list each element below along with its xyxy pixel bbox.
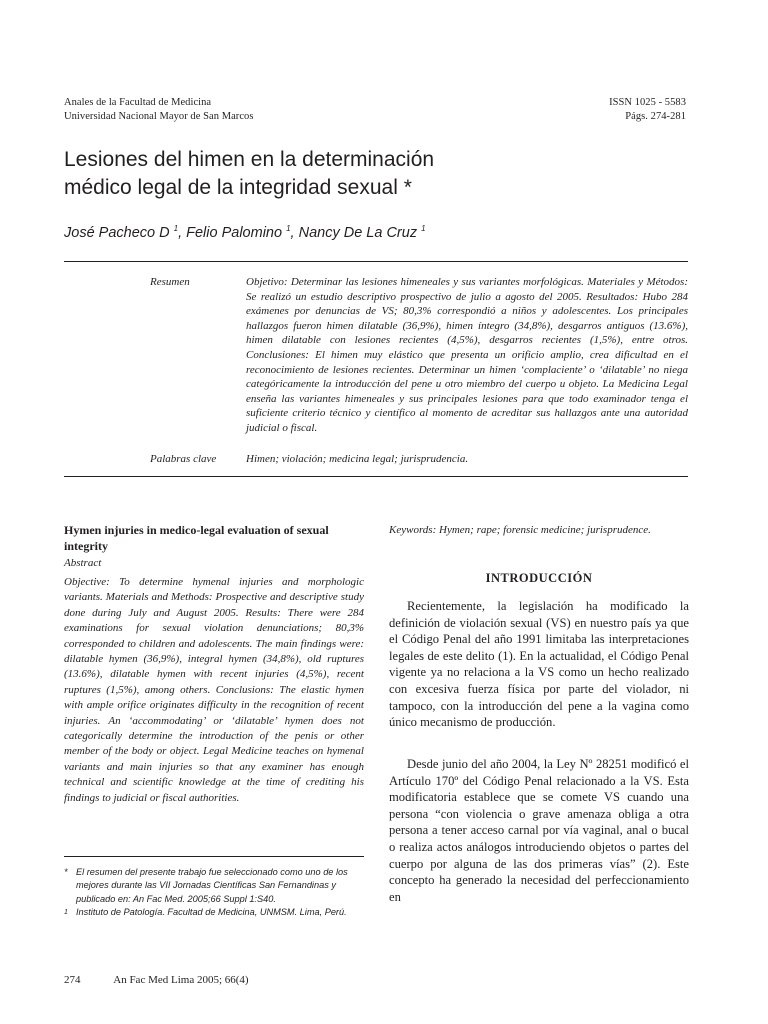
abstract-top-rule xyxy=(64,261,688,262)
affiliation-mark: 1 xyxy=(173,224,179,233)
author-3: Nancy De La Cruz xyxy=(298,224,418,241)
affiliation-mark: 1 xyxy=(421,224,426,233)
footnote-mark: 1 xyxy=(64,908,68,916)
journal-name: Anales de la Facultad de Medicina xyxy=(64,97,212,108)
affiliation-mark: 1 xyxy=(286,224,291,233)
footnote-item xyxy=(64,866,364,906)
journal-citation: An Fac Med Lima 2005; 66(4) xyxy=(113,974,249,986)
issn-block xyxy=(609,96,686,124)
author-list xyxy=(64,224,426,241)
abstract-label: Abstract xyxy=(64,557,102,569)
resumen-label: Resumen xyxy=(150,276,190,288)
paragraph-text: Desde junio del año 2004, la Ley Nº 28251 modificó el Artículo 170º del Código Penal relacionado a la VS. Esta modificatoria establece que se comete VS cuando una persona “con violencia o grave amenaza obliga a otra persona a tener acceso carnal por vía vaginal, anal o bucal o realiza actos análogos introduciendo objetos o partes del cuerpo por alguna de las dos primeras vías” (2). Este concepto ha generado la necesidad del perfeccionamiento en xyxy=(389,757,689,904)
footnote-mark: * xyxy=(64,867,68,877)
page-footer xyxy=(64,974,249,986)
keywords-text: Himen; violación; medicina legal; jurisprudencia. xyxy=(246,453,469,465)
body-paragraph-2 xyxy=(389,756,689,905)
title-line-2: médico legal de la integridad sexual * xyxy=(64,176,412,199)
issn: ISSN 1025 - 5583 xyxy=(609,97,686,108)
resumen-text: Objetivo: Determinar las lesiones himeneales y sus variantes morfológicas. Materiales y Métodos: Se realizó un estudio descriptivo prospectivo de julio a agosto del 2005. Resultados: Hubo 284 exámenes por denuncias de VS; 80,3% correspondió a niños y adolescentes. Los principales hallazgos fueron himen dilatable (36,9%), himen íntegro (34,8%), desgarros antiguos (13.6%), himen dilatable con lesiones recientes (4,5%), desgarros recientes (1,5%), entre otros. Conclusiones: El himen muy elástico que presenta un orificio amplio, crea dificultad en el reconocimiento de lesiones recientes. Determinar un himen ‘complaciente’ o ‘dilatable’ no niega categóricamente la introducción del pene u otro miembro del cuerpo u objeto. La Medicina Legal enseña las variantes himeneales y sus principales lesiones para que todo examinador tenga el suficiente criterio técnico y científico al momento de acreditar sus hallazgos ante una autoridad judicial o fiscal. xyxy=(246,276,688,434)
footnote-rule xyxy=(64,856,364,857)
journal-header xyxy=(64,96,254,124)
article-title xyxy=(64,146,704,202)
page-range: Págs. 274-281 xyxy=(625,111,686,122)
footnote-text: El resumen del presente trabajo fue seleccionado como uno de los mejores durante las VII Jornadas Científicas San Fernandinas y publicado en: An Fac Med. 2005;66 Suppl 1:S40. xyxy=(76,867,348,904)
title-line-1: Lesiones del himen en la determinación xyxy=(64,148,435,171)
footnotes xyxy=(64,866,364,919)
english-keywords: Keywords: Hymen; rape; forensic medicine; jurisprudence. xyxy=(389,524,651,536)
footnote-text: Instituto de Patología. Facultad de Medicina, UNMSM. Lima, Perú. xyxy=(76,906,347,917)
body-paragraph-1 xyxy=(389,598,689,731)
university-name: Universidad Nacional Mayor de San Marcos xyxy=(64,111,254,122)
author-separator: , xyxy=(178,224,183,241)
author-1: José Pacheco D xyxy=(64,224,170,241)
footnote-item xyxy=(64,906,364,919)
author-separator: , xyxy=(290,224,295,241)
english-abstract: Objective: To determine hymenal injuries and morphologic variants. Materials and Methods: Prospective and descriptive study done during July and August 2005. Results: There were 284 examinations for sexual violation denunciations; 80,3% corresponded to children and adolescents. The main findings were: dilatable hymen (36,9%), integral hymen (34,8%), old ruptures (13.6%), dilatable hymen with recent injuries (4,5%), recent ruptures (1,5%), among others. Conclusions: The elastic hymen with ample orifice originates difficulty in the recognition of recent injuries. An ‘accommodating’ or ‘dilatable’ hymen does not categorically determine the introduction of the penis or other member of the body or object. Legal Medicine teaches on hymenal variants and main injuries so that any examiner has enough technical and scientific knowledge at the time of crediting his findings to judicial or fiscal authorities. xyxy=(64,576,364,804)
page-number: 274 xyxy=(64,974,81,986)
section-heading-introduccion: INTRODUCCIÓN xyxy=(485,571,593,585)
abstract-bottom-rule xyxy=(64,476,688,477)
author-2: Felio Palomino xyxy=(186,224,283,241)
english-title: Hymen injuries in medico-legal evaluation of sexual integrity xyxy=(64,523,329,553)
paragraph-text: Recientemente, la legislación ha modificado la definición de violación sexual (VS) en nuestro país ya que el Código Penal del año 1991 limitaba las interpretaciones legales de este delito (1). En la actualidad, el Código Penal vigente ya no relaciona a la VS como un hecho realizado con excesiva fuerza física por parte del violador, ni tampoco, con la introducción del pene a la vagina como único mecanismo de producción. xyxy=(389,599,689,730)
keywords-label: Palabras clave xyxy=(150,453,217,465)
